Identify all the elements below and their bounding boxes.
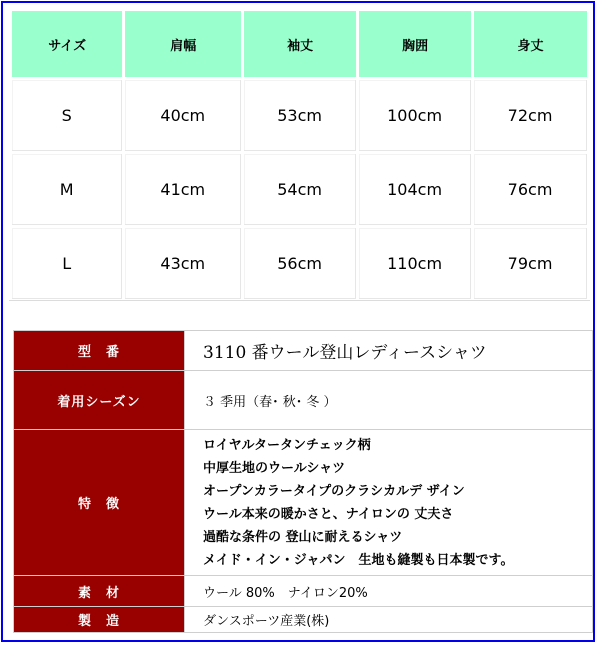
section-divider [9, 300, 590, 301]
model-value: 3110 番ウール登山レディースシャツ [185, 331, 593, 371]
cell-sleeve: 56cm [244, 228, 356, 299]
cell-chest: 100cm [359, 80, 471, 151]
spec-row-season [14, 371, 593, 430]
size-table-header [12, 11, 587, 77]
cell-sleeve: 53cm [244, 80, 356, 151]
feature-line: 中厚生地のウールシャツ [203, 461, 346, 476]
material-value: ウール 80% ナイロン20% [185, 576, 593, 607]
cell-size: S [12, 80, 122, 151]
cell-length: 76cm [474, 154, 587, 225]
size-row-m [12, 154, 587, 225]
size-table [9, 8, 590, 302]
feature-line: ロイヤルタータンチェック柄 [203, 438, 371, 453]
maker-value: ダンスポーツ産業(株) [185, 607, 593, 633]
cell-length: 72cm [474, 80, 587, 151]
maker-label: 製 造 [14, 607, 185, 633]
page-frame [1, 1, 595, 642]
feature-line: オープンカラータイプのクラシカルデ ザイン [203, 484, 465, 499]
material-label: 素 材 [14, 576, 185, 607]
cell-shoulder: 41cm [125, 154, 241, 225]
cell-shoulder: 40cm [125, 80, 241, 151]
feature-line: ウール本来の暖かさと、ナイロンの 丈夫さ [203, 507, 454, 522]
size-row-l [12, 228, 587, 299]
header-chest: 胸囲 [359, 11, 471, 77]
cell-sleeve: 54cm [244, 154, 356, 225]
season-value: ３ 季用（春･ 秋･ 冬 ） [185, 371, 593, 430]
spec-table [13, 330, 593, 633]
spec-row-material [14, 576, 593, 607]
cell-size: M [12, 154, 122, 225]
cell-size: L [12, 228, 122, 299]
header-sleeve: 袖丈 [244, 11, 356, 77]
feature-line: メイド・イン・ジャパン 生地も縫製も日本製です。 [203, 553, 514, 568]
size-row-s [12, 80, 587, 151]
header-length: 身丈 [474, 11, 587, 77]
feature-line: 過酷な条件の 登山に耐えるシャツ [203, 530, 403, 545]
spec-row-model [14, 331, 593, 371]
spec-row-maker [14, 607, 593, 633]
cell-chest: 104cm [359, 154, 471, 225]
features-label: 特 徴 [14, 430, 185, 576]
header-size: サイズ [12, 11, 122, 77]
spec-row-features [14, 430, 593, 576]
season-label: 着用シーズン [14, 371, 185, 430]
cell-length: 79cm [474, 228, 587, 299]
features-value [185, 430, 593, 576]
header-shoulder: 肩幅 [125, 11, 241, 77]
model-label: 型 番 [14, 331, 185, 371]
cell-chest: 110cm [359, 228, 471, 299]
cell-shoulder: 43cm [125, 228, 241, 299]
